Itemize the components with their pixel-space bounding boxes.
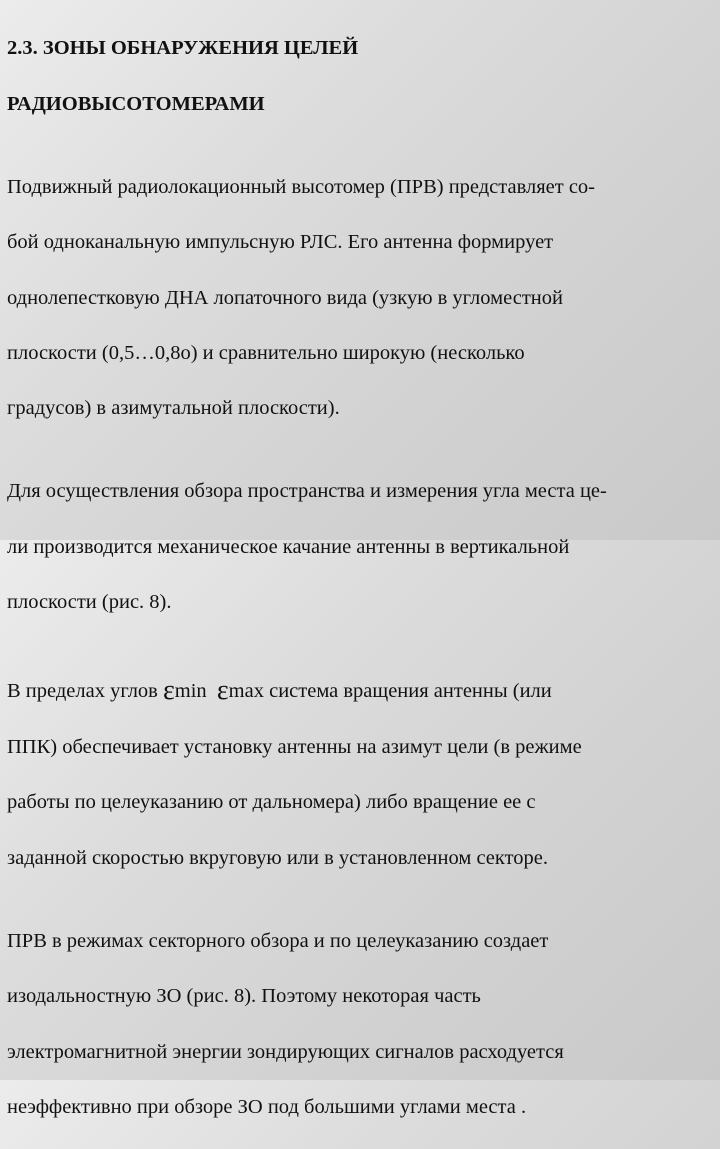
text-line: заданной скоростью вкруговую или в установленном секторе. bbox=[7, 846, 548, 869]
text-line: Для осуществления обзора пространства и измерения угла места це- bbox=[7, 480, 607, 503]
epsilon-max-label: max bbox=[228, 680, 264, 703]
text-fragment: система вращения антенны (или bbox=[263, 680, 552, 703]
text-line: градусов) в азимутальной плоскости). bbox=[7, 397, 340, 420]
epsilon-min-label: min bbox=[174, 680, 207, 703]
slide-content bbox=[7, 6, 713, 1149]
text-line-with-angles bbox=[7, 675, 713, 707]
section-heading bbox=[7, 6, 713, 146]
epsilon-symbol: ε bbox=[216, 675, 229, 707]
paragraph-antenna-description bbox=[7, 146, 713, 451]
text-line: ПРВ в режимах секторного обзора и по целеуказанию создает bbox=[7, 929, 549, 952]
text-line: работы по целеуказанию от дальномера) либо вращение ее с bbox=[7, 791, 536, 814]
text-line: плоскости (рис. 8). bbox=[7, 591, 172, 614]
text-line: ППК) обеспечивает установку антенны на азимут цели (в режиме bbox=[7, 735, 582, 758]
text-line: бой одноканальную импульсную РЛС. Его антенна формирует bbox=[7, 231, 554, 254]
paragraph-scanning bbox=[7, 451, 713, 645]
text-line: изодальностную ЗО (рис. 8). Поэтому некоторая часть bbox=[7, 985, 481, 1008]
heading-line: РАДИОВЫСОТОМЕРАМИ bbox=[7, 93, 265, 115]
text-fragment: В пределах углов bbox=[7, 680, 163, 703]
text-line: ли производится механическое качание антенны в вертикальной bbox=[7, 535, 570, 558]
heading-line: 2.3. ЗОНЫ ОБНАРУЖЕНИЯ ЦЕЛЕЙ bbox=[7, 37, 359, 59]
epsilon-symbol: ε bbox=[162, 675, 175, 707]
text-line: однолепестковую ДНА лопаточного вида (узкую в угломестной bbox=[7, 286, 563, 309]
paragraph-detection-zone bbox=[7, 900, 713, 1149]
text-line: электромагнитной энергии зондирующих сигналов расходуется bbox=[7, 1040, 564, 1063]
text-line: неэффективно при обзоре ЗО под большими углами места . bbox=[7, 1095, 527, 1118]
text-line: Подвижный радиолокационный высотомер (ПРВ) представляет со- bbox=[7, 175, 596, 198]
paragraph-rotation-system bbox=[7, 651, 713, 900]
text-line: плоскости (0,5…0,8о) и сравнительно широкую (несколько bbox=[7, 341, 525, 364]
